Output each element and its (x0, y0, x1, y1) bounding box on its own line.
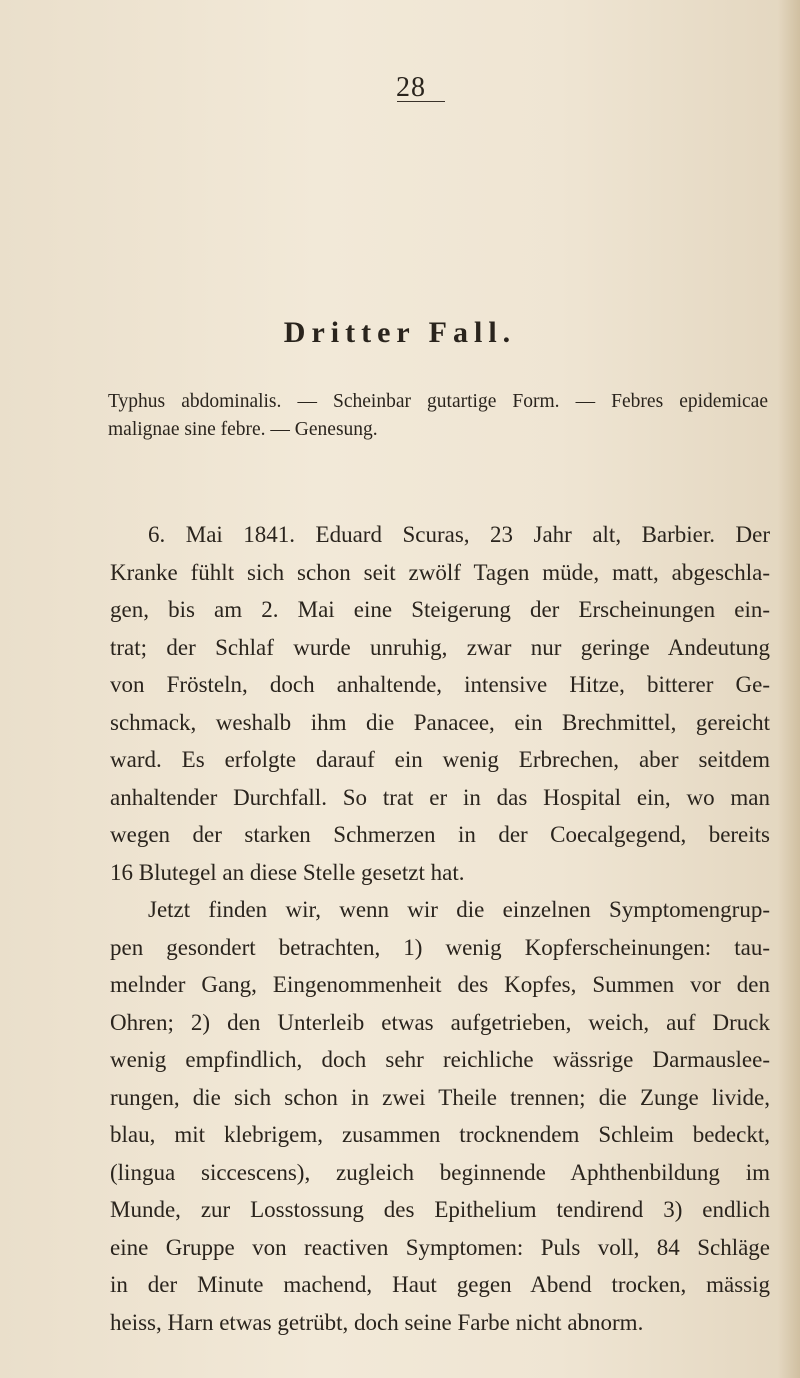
body-line: Ohren; 2) den Unterleib etwas aufgetrieben, weich, auf Druck (110, 1009, 770, 1035)
body-line: rungen, die sich schon in zwei Theile trennen; die Zunge livide, (110, 1084, 770, 1110)
body-line: anhaltender Durchfall. So trat er in das Hospital ein, wo man (110, 784, 770, 810)
body-line: ward. Es erfolgte darauf ein wenig Erbrechen, aber seitdem (110, 747, 770, 772)
body-line: eine Gruppe von reactiven Symptomen: Puls voll, 84 Schläge (110, 1234, 770, 1260)
subtitle-line: malignae sine febre. — Genesung. (108, 419, 378, 440)
case-subtitle (108, 388, 768, 444)
body-line: Munde, zur Losstossung des Epithelium tendirend 3) endlich (110, 1197, 770, 1222)
page-edge-shadow (778, 0, 800, 1378)
body-line: schmack, weshalb ihm die Panacee, ein Brechmittel, gereicht (110, 709, 770, 735)
body-line: von Frösteln, doch anhaltende, intensive Hitze, bitterer Ge- (110, 672, 770, 697)
body-line: 16 Blutegel an diese Stelle gesetzt hat. (110, 859, 465, 885)
body-line: melnder Gang, Eingenommenheit des Kopfes, Summen vor den (110, 972, 770, 997)
body-line: gen, bis am 2. Mai eine Steigerung der Erscheinungen ein- (110, 597, 770, 622)
body-line: (lingua siccescens), zugleich beginnende Aphthenbildung im (110, 1159, 770, 1185)
body-line: wegen der starken Schmerzen in der Coecalgegend, bereits (110, 822, 770, 847)
body-line: blau, mit klebrigem, zusammen trocknendem Schleim bedeckt, (110, 1122, 770, 1147)
body-line: pen gesondert betrachten, 1) wenig Kopferscheinungen: tau- (110, 934, 770, 960)
subtitle-line: Typhus abdominalis. — Scheinbar gutartige Form. — Febres epidemicae (108, 391, 768, 412)
body-line: Kranke fühlt sich schon seit zwölf Tagen müde, matt, abgeschla- (110, 559, 770, 585)
body-line: Jetzt finden wir, wenn wir die einzelnen Symptomengrup- (148, 897, 770, 922)
body-line: heiss, Harn etwas getrübt, doch seine Farbe nicht abnorm. (110, 1309, 644, 1335)
page-number: 28 (396, 72, 426, 103)
body-line: 6. Mai 1841. Eduard Scuras, 23 Jahr alt, Barbier. Der (148, 522, 770, 547)
page-number-rule (397, 101, 445, 102)
body-line: in der Minute machend, Haut gegen Abend trocken, mässig (110, 1272, 770, 1297)
body-line: trat; der Schlaf wurde unruhig, zwar nur geringe Andeutung (110, 634, 770, 660)
case-heading: Dritter Fall. (283, 316, 517, 349)
case-body (110, 516, 770, 1341)
body-line: wenig empfindlich, doch sehr reichliche wässrige Darmauslee- (110, 1047, 770, 1072)
